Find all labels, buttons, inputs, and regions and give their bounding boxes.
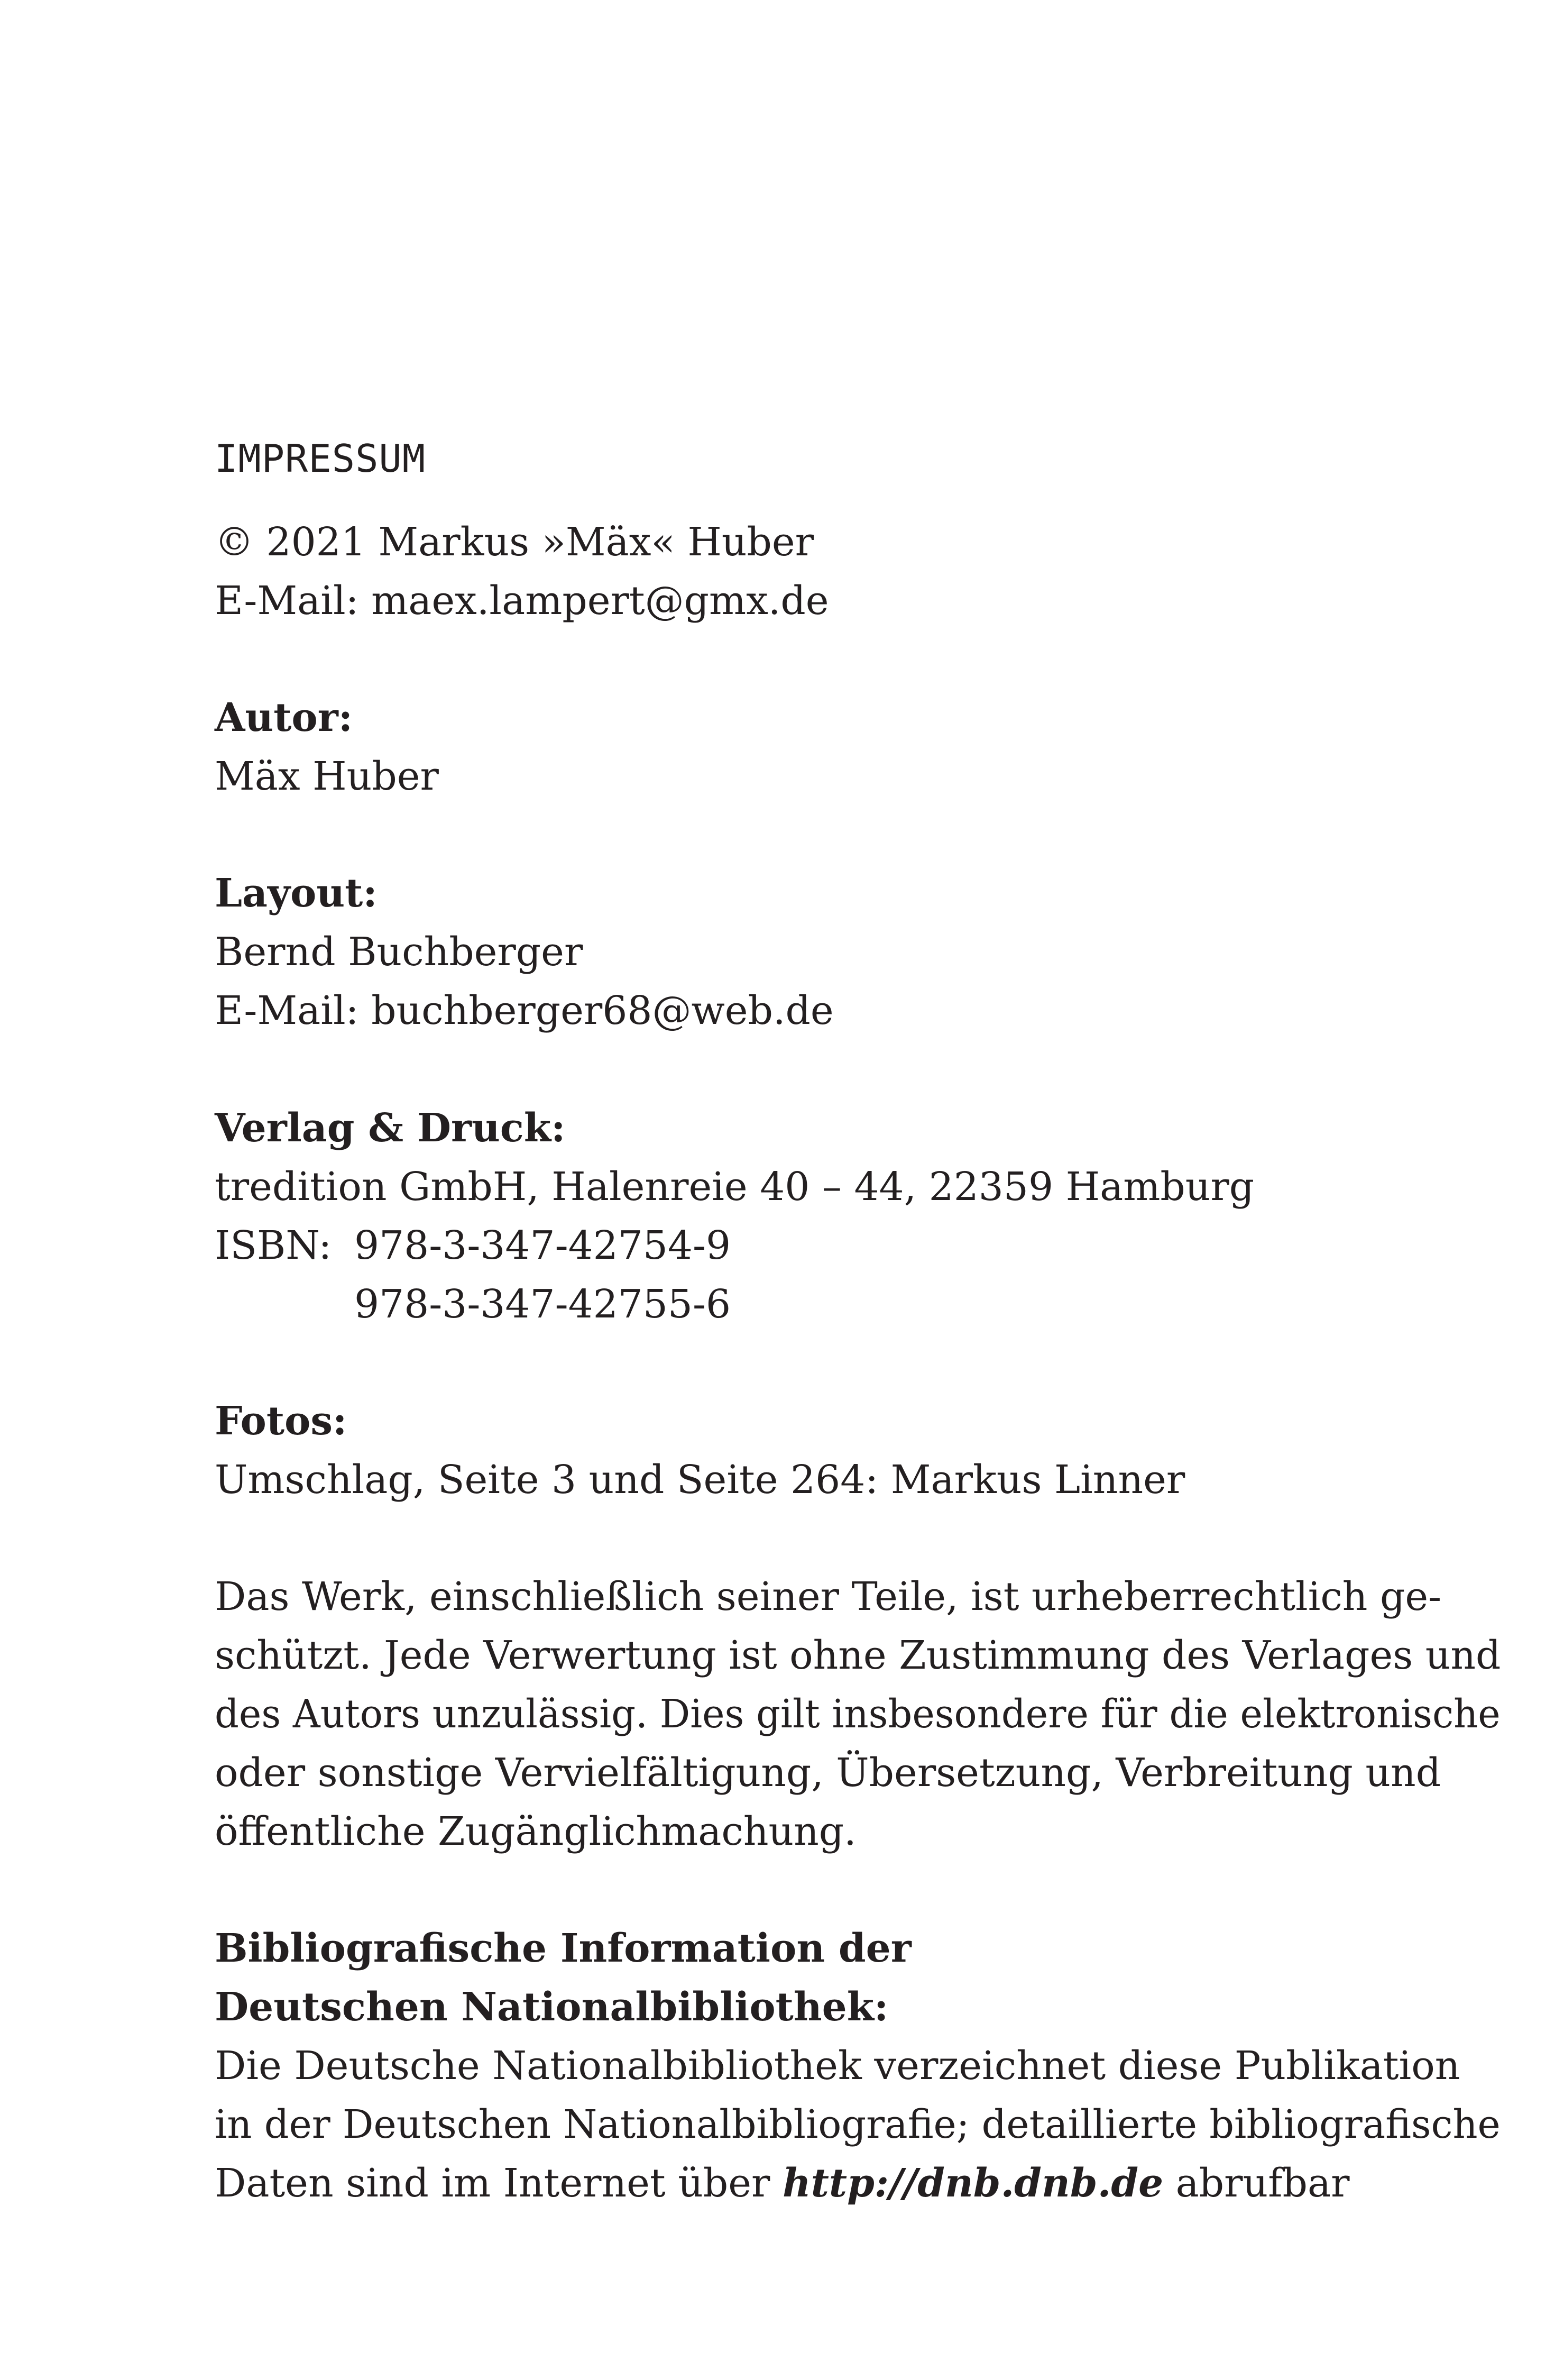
notice-line-2: schützt. Jede Verwertung ist ohne Zustimmung des Verlages und <box>215 1633 1501 1678</box>
verlag-label: Verlag & Druck: <box>215 1105 566 1151</box>
biblio-line-3 <box>215 2154 1349 2213</box>
isbn-line-1 <box>215 1216 731 1275</box>
biblio-line-3-post: abrufbar <box>1163 2161 1350 2206</box>
page-title: IMPRESSUM <box>215 436 426 481</box>
notice-line-3: des Autors unzulässig. Dies gilt insbesondere für die elektronische <box>215 1691 1501 1737</box>
isbn-value-2: 978-3-347-42755-6 <box>354 1281 731 1327</box>
biblio-line-3-pre: Daten sind im Internet über <box>215 2161 783 2206</box>
biblio-line-1: Die Deutsche Nationalbibliothek verzeichnet diese Publikation <box>215 2043 1460 2089</box>
fotos-label: Fotos: <box>215 1398 347 1444</box>
autor-label: Autor: <box>215 695 353 740</box>
author-email: E-Mail: maex.lampert@gmx.de <box>215 578 829 624</box>
biblio-title-1: Bibliografische Information der <box>215 1926 912 1971</box>
notice-line-5: öffentliche Zugänglichmachung. <box>215 1809 857 1854</box>
layout-email: E-Mail: buchberger68@web.de <box>215 988 834 1033</box>
autor-name: Mäx Huber <box>215 754 439 799</box>
isbn-label: ISBN: <box>215 1223 332 1268</box>
notice-line-4: oder sonstige Vervielfältigung, Übersetzung, Verbreitung und <box>215 1750 1441 1796</box>
verlag-address: tredition GmbH, Halenreie 40 – 44, 22359 Hamburg <box>215 1164 1255 1210</box>
biblio-line-2: in der Deutschen Nationalbibliografie; detaillierte bibliografische <box>215 2102 1501 2147</box>
fotos-text: Umschlag, Seite 3 und Seite 264: Markus Linner <box>215 1457 1185 1503</box>
isbn-value-1: 978-3-347-42754-9 <box>354 1223 731 1268</box>
dnb-link[interactable]: http://dnb.dnb.de <box>782 2161 1164 2206</box>
notice-line-1: Das Werk, einschließlich seiner Teile, ist urheberrechtlich ge- <box>215 1574 1442 1619</box>
layout-label: Layout: <box>215 871 378 916</box>
layout-name: Bernd Buchberger <box>215 929 583 975</box>
biblio-title-2: Deutschen Nationalbibliothek: <box>215 1984 889 2030</box>
copyright-line: © 2021 Markus »Mäx« Huber <box>215 519 814 565</box>
